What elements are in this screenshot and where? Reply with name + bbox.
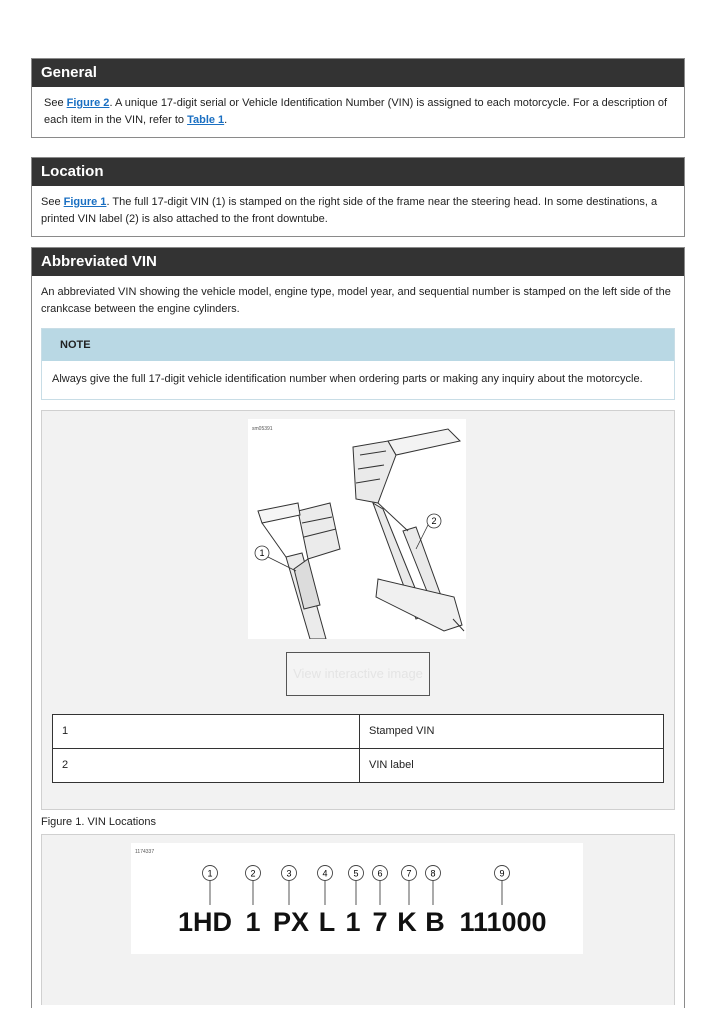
abbreviated-vin-text: An abbreviated VIN showing the vehicle model, engine type, model year, and sequential number is stamped on the left side of the crankcase between the engine cylinders. <box>41 286 671 315</box>
location-title: Location <box>32 158 684 186</box>
vin-callout-number: 3 <box>286 868 292 879</box>
vin-callout-number: 7 <box>406 868 412 879</box>
vin-segment: 1 <box>345 907 361 937</box>
figure-1-image <box>248 419 466 639</box>
general-title: General <box>32 59 684 87</box>
vin-segment: 111000 <box>459 907 547 937</box>
vin-callout-number: 2 <box>250 868 256 879</box>
vin-segment: B <box>425 907 445 937</box>
figure-2-image-code: 1174337 <box>135 849 155 855</box>
figure-1-image-code: sm05391 <box>252 426 273 432</box>
vin-segment: 1HD <box>177 907 233 937</box>
location-text: See Figure 1. The full 17-digit VIN (1) is stamped on the right side of the frame near the steering head. In some destinations, a printed VIN label (2) is also attached to the front downtube. <box>41 196 658 225</box>
general-text: See Figure 2. A unique 17-digit serial or Vehicle Identification Number (VIN) is assigned to each motorcycle. For a description of each item in the VIN, refer to Table 1. <box>44 97 668 126</box>
vin-callout-number: 6 <box>377 868 383 879</box>
view-interactive-image-button[interactable]: View interactive image <box>286 652 430 696</box>
location-section <box>31 157 685 237</box>
table-row: 2 VIN label <box>53 749 664 783</box>
vin-segment: K <box>397 907 417 937</box>
table-1-link[interactable]: Table 1 <box>187 114 225 126</box>
note-label: NOTE <box>42 329 674 361</box>
vin-callout-number: 5 <box>353 868 359 879</box>
abbreviated-vin-title: Abbreviated VIN <box>32 248 684 276</box>
vin-segment: 7 <box>372 907 388 937</box>
figure-1-link[interactable]: Figure 1 <box>63 196 107 208</box>
figure-2-box <box>41 834 675 1005</box>
general-section <box>31 58 685 138</box>
vin-callout-number: 4 <box>322 868 328 879</box>
figure-2-link[interactable]: Figure 2 <box>66 97 110 109</box>
figure-2-image <box>131 843 583 954</box>
vin-callout-number: 8 <box>430 868 436 879</box>
figure-1-caption: Figure 1. VIN Locations <box>41 816 156 828</box>
figure-1-callout-2: 2 <box>431 516 437 526</box>
vin-segment: 1 <box>245 907 261 937</box>
note-text: Always give the full 17-digit vehicle identification number when ordering parts or making any inquiry about the motorcycle. <box>52 373 643 385</box>
abbreviated-vin-section <box>31 247 685 1008</box>
figure-1-box <box>41 410 675 810</box>
figure-1-callout-1: 1 <box>259 548 265 558</box>
vin-callout-number: 9 <box>499 868 505 879</box>
table-row: 1 Stamped VIN <box>53 715 664 749</box>
vin-segment: L <box>318 907 336 937</box>
note-box <box>41 328 675 400</box>
vin-segment: PX <box>272 907 310 937</box>
figure-1-legend-table <box>52 714 664 783</box>
vin-callout-number: 1 <box>207 868 213 879</box>
